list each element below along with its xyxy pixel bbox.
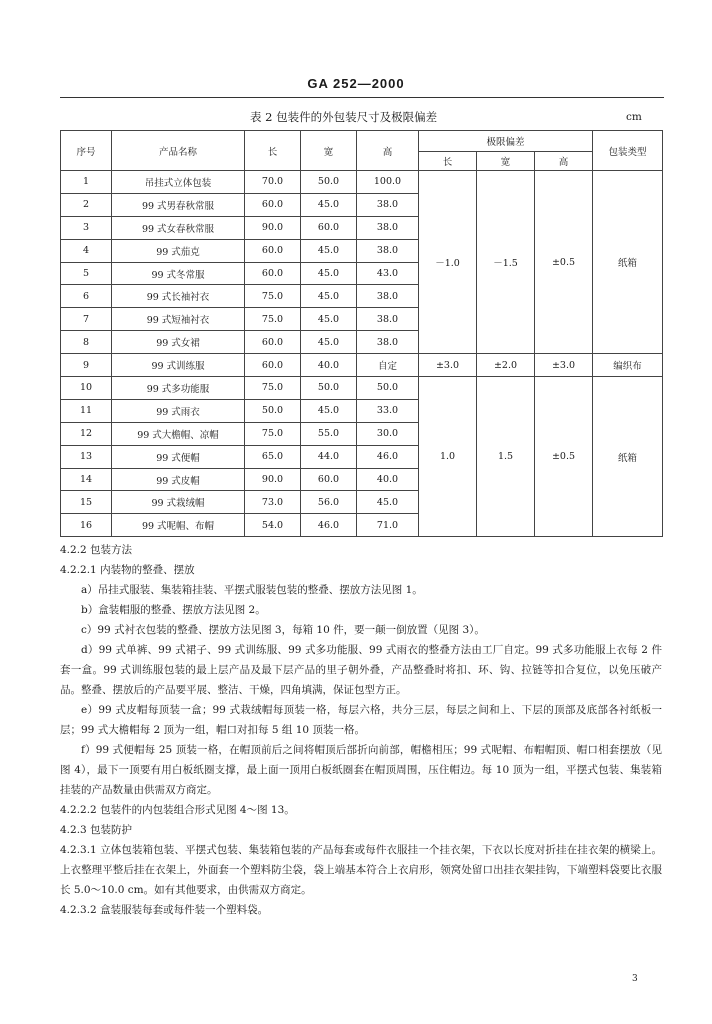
page-number: 3 [632, 974, 638, 984]
cell-length: 75.0 [245, 285, 301, 308]
cell-tol-height: ±0.5 [535, 377, 593, 537]
cell-index: 14 [61, 468, 112, 491]
paragraph-c: c）99 式衬衣包装的整叠、摆放方法见图 3，每箱 10 件，要一颠一倒放置（见图 3）。 [81, 624, 485, 636]
cell-index: 12 [61, 422, 112, 445]
cell-tol-length: －1.0 [419, 171, 477, 354]
cell-length: 90.0 [245, 216, 301, 239]
cell-index: 13 [61, 445, 112, 468]
cell-length: 60.0 [245, 262, 301, 285]
cell-height: 45.0 [357, 491, 419, 514]
cell-length: 60.0 [245, 331, 301, 354]
cell-product-name: 99 式栽绒帽 [112, 491, 245, 514]
cell-product-name: 99 式冬常服 [112, 262, 245, 285]
cell-length: 73.0 [245, 491, 301, 514]
cell-height: 38.0 [357, 331, 419, 354]
cell-length: 54.0 [245, 514, 301, 537]
cell-package-type: 编织布 [593, 354, 663, 377]
cell-index: 11 [61, 399, 112, 422]
paragraph-e: e）99 式皮帽每顶装一盒；99 式栽绒帽每顶装一格，每层六格，共分三层，每层之间和上、下层的顶部及底部各衬纸板一层；99 式大檐帽每 2 顶为一组，帽口对扣每 5 组 10 顶装一格。 [60, 704, 662, 736]
cell-height: 38.0 [357, 193, 419, 216]
cell-tol-height: ±3.0 [535, 354, 593, 377]
cell-width: 45.0 [301, 262, 357, 285]
cell-product-name: 99 式大檐帽、凉帽 [112, 422, 245, 445]
cell-width: 45.0 [301, 239, 357, 262]
cell-index: 1 [61, 171, 112, 194]
packaging-size-table [60, 130, 663, 537]
cell-product-name: 99 式多功能服 [112, 377, 245, 400]
cell-height: 71.0 [357, 514, 419, 537]
section-4-2-2-2: 4.2.2.2 包装件的内包装组合形式见图 4～图 13。 [60, 804, 295, 816]
cell-height: 40.0 [357, 468, 419, 491]
cell-tol-width: 1.5 [477, 377, 535, 537]
cell-width: 40.0 [301, 354, 357, 377]
section-4-2-3-heading: 4.2.3 包装防护 [60, 824, 133, 836]
cell-height: 38.0 [357, 308, 419, 331]
cell-length: 75.0 [245, 308, 301, 331]
paragraph-b: b）盒装帽服的整叠、摆放方法见图 2。 [81, 604, 266, 616]
cell-length: 60.0 [245, 239, 301, 262]
cell-width: 46.0 [301, 514, 357, 537]
table-row [61, 377, 663, 400]
cell-width: 45.0 [301, 308, 357, 331]
cell-product-name: 99 式茄克 [112, 239, 245, 262]
cell-index: 10 [61, 377, 112, 400]
cell-tol-length: 1.0 [419, 377, 477, 537]
header-product-name: 产品名称 [112, 131, 245, 171]
cell-width: 45.0 [301, 399, 357, 422]
cell-height: 33.0 [357, 399, 419, 422]
header-index: 序号 [61, 131, 112, 171]
cell-package-type: 纸箱 [593, 377, 663, 537]
cell-index: 9 [61, 354, 112, 377]
cell-tol-width: ±2.0 [477, 354, 535, 377]
cell-height: 自定 [357, 354, 419, 377]
header-divider [60, 97, 664, 98]
cell-index: 2 [61, 193, 112, 216]
cell-product-name: 99 式便帽 [112, 445, 245, 468]
cell-height: 46.0 [357, 445, 419, 468]
header-tol-length: 长 [419, 152, 477, 171]
cell-product-name: 99 式短袖衬衣 [112, 308, 245, 331]
cell-index: 3 [61, 216, 112, 239]
cell-tol-width: －1.5 [477, 171, 535, 354]
cell-length: 90.0 [245, 468, 301, 491]
cell-length: 65.0 [245, 445, 301, 468]
cell-height: 100.0 [357, 171, 419, 194]
cell-product-name: 吊挂式立体包装 [112, 171, 245, 194]
cell-product-name: 99 式皮帽 [112, 468, 245, 491]
cell-length: 75.0 [245, 377, 301, 400]
cell-height: 50.0 [357, 377, 419, 400]
paragraph-d: d）99 式单裤、99 式裙子、99 式训练服、99 式多功能服、99 式雨衣的整叠方法由工厂自定。99 式多功能服上衣每 2 件套一盒。99 式训练服包装的最上层产品及最下层产品的里子朝外叠，产品整叠时将扣、环、钩、拉链等扣合复位，以免压破产品。整叠、摆放后的产品要平展、整洁、干燥，四角填满，保证包型方正。 [60, 644, 662, 696]
cell-length: 60.0 [245, 193, 301, 216]
cell-width: 45.0 [301, 331, 357, 354]
header-package-type: 包装类型 [593, 131, 663, 171]
cell-index: 7 [61, 308, 112, 331]
cell-height: 43.0 [357, 262, 419, 285]
cell-tol-length: ±3.0 [419, 354, 477, 377]
cell-height: 30.0 [357, 422, 419, 445]
cell-index: 8 [61, 331, 112, 354]
table-caption: 表 2 包装件的外包装尺寸及极限偏差 [250, 110, 438, 124]
cell-height: 38.0 [357, 285, 419, 308]
cell-length: 60.0 [245, 354, 301, 377]
cell-index: 6 [61, 285, 112, 308]
section-4-2-2-1-heading: 4.2.2.1 内装物的整叠、摆放 [60, 564, 195, 576]
cell-width: 56.0 [301, 491, 357, 514]
cell-length: 70.0 [245, 171, 301, 194]
cell-product-name: 99 式长袖衬衣 [112, 285, 245, 308]
cell-index: 15 [61, 491, 112, 514]
cell-width: 60.0 [301, 468, 357, 491]
table-unit: cm [626, 111, 642, 123]
cell-index: 4 [61, 239, 112, 262]
cell-width: 50.0 [301, 171, 357, 194]
cell-width: 45.0 [301, 193, 357, 216]
cell-width: 60.0 [301, 216, 357, 239]
standard-code-header: GA 252—2000 [307, 76, 405, 91]
cell-width: 45.0 [301, 285, 357, 308]
section-4-2-3-2: 4.2.3.2 盒装服装每套或每件装一个塑料袋。 [60, 904, 269, 916]
cell-product-name: 99 式女春秋常服 [112, 216, 245, 239]
section-4-2-3-1: 4.2.3.1 立体包装箱包装、平摆式包装、集装箱包装的产品每套或每件衣服挂一个挂衣架，下衣以长度对折挂在挂衣架的横梁上。上衣整理平整后挂在衣架上，外面套一个塑料防尘袋，袋上端基本符合上衣肩形，领窝处留口出挂衣架挂钩，下端塑料袋要比衣服长 5.0～10.0 cm。如有其他要求，由供需双方商定。 [60, 844, 662, 896]
header-length: 长 [245, 131, 301, 171]
table-row [61, 171, 663, 194]
cell-length: 75.0 [245, 422, 301, 445]
table-row [61, 354, 663, 377]
cell-product-name: 99 式雨衣 [112, 399, 245, 422]
header-width: 宽 [301, 131, 357, 171]
cell-width: 44.0 [301, 445, 357, 468]
cell-height: 38.0 [357, 239, 419, 262]
cell-tol-height: ±0.5 [535, 171, 593, 354]
header-tol-width: 宽 [477, 152, 535, 171]
cell-length: 50.0 [245, 399, 301, 422]
header-tol-height: 高 [535, 152, 593, 171]
cell-product-name: 99 式训练服 [112, 354, 245, 377]
section-4-2-2-heading: 4.2.2 包装方法 [60, 544, 133, 556]
cell-product-name: 99 式呢帽、布帽 [112, 514, 245, 537]
header-tolerance: 极限偏差 [419, 131, 593, 152]
body-text [60, 540, 662, 920]
cell-width: 50.0 [301, 377, 357, 400]
cell-package-type: 纸箱 [593, 171, 663, 354]
cell-width: 55.0 [301, 422, 357, 445]
cell-height: 38.0 [357, 216, 419, 239]
cell-index: 5 [61, 262, 112, 285]
paragraph-f: f）99 式便帽每 25 顶装一格，在帽顶前后之间将帽顶后部折向前部，帽檐相压；99 式呢帽、布帽帽顶、帽口相套摆放（见图 4），最下一顶要有用白板纸圈支撑，最上面一顶用白板纸圈套在帽顶周围，压住帽边。每 10 顶为一组，平摆式包装、集装箱挂装的产品数量由供需双方商定。 [60, 744, 662, 796]
header-height: 高 [357, 131, 419, 171]
cell-index: 16 [61, 514, 112, 537]
cell-product-name: 99 式男春秋常服 [112, 193, 245, 216]
paragraph-a: a）吊挂式服装、集装箱挂装、平摆式服装包装的整叠、摆放方法见图 1。 [81, 584, 423, 596]
cell-product-name: 99 式女裙 [112, 331, 245, 354]
